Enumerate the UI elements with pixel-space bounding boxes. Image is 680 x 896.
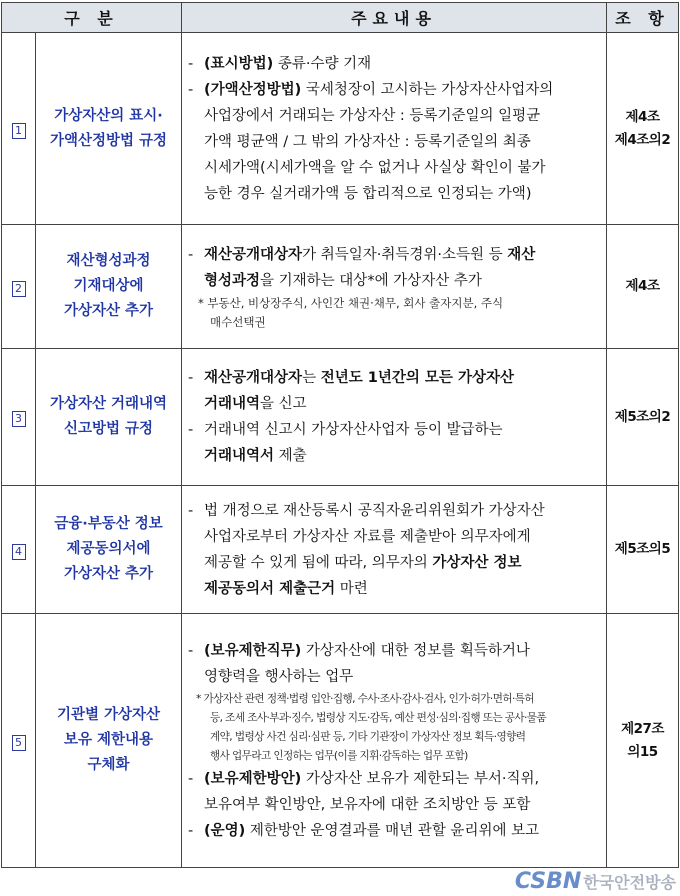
row-article: 제5조의2 [607, 349, 679, 486]
row-number [2, 225, 36, 349]
row-content: - (보유제한직무) 가상자산에 대한 정보를 획득하거나 영향력을 행사하는 업무 * 가상자산 관련 정책·법령 입안·집행, 수사·조사·감사·검사, 인가·허가·면허·특허 등, 조세 조사·부과·징수, 법령상 지도·감독, 예산 편성·심의·집행 또는 공사·물품 계약, 법령상 사건 심리·심판 등, 기타 기관장이 가상자산 정보 획득·영향력 행사 업무라고 인정하는 업무(이를 지휘·감독하는 업무 포함) - (보유제한방안) 가상자산 보유가 제한되는 부서·직위, 보유여부 확인방안, 보유자에 대한 조치방안 등 포함 - (운영) 제한방안 운영결과를 매년 관할 윤리위에 보고 [182, 614, 607, 868]
table-row [2, 33, 679, 225]
header-article: 조 항 [607, 3, 679, 33]
row-category: 가상자산 거래내역 신고방법 규정 [36, 349, 182, 486]
row-article: 제5조의5 [607, 486, 679, 614]
row-content: - (표시방법) 종류·수량 기재 - (가액산정방법) 국세청장이 고시하는 가상자산사업자의 사업장에서 거래되는 가상자산 : 등록기준일의 일평균 가액 평균액 / 그 밖의 가상자산 : 등록기준일의 최종 시세가액(시세가액을 알 수 없거나 사실상 확인이 불가 능한 경우 실거래가액 등 합리적으로 인정되는 가액) [182, 33, 607, 225]
row-article: 제27조 의15 [607, 614, 679, 868]
header-category: 구 분 [2, 3, 182, 33]
table-row [2, 486, 679, 614]
header-content: 주요내용 [182, 3, 607, 33]
row-number [2, 33, 36, 225]
row-number-badge: 5 [12, 735, 26, 751]
footnote: * 부동산, 비상장주식, 사인간 채권·채무, 회사 출자지분, 주식 매수선택권 [198, 295, 504, 329]
row-number-badge: 4 [12, 544, 26, 560]
table-row [2, 349, 679, 486]
table-row [2, 225, 679, 349]
row-content: - 법 개정으로 재산등록시 공직자윤리위원회가 가상자산 사업자로부터 가상자산 자료를 제출받아 의무자에게 제공할 수 있게 됨에 따라, 의무자의 가상자산 정보 제공동의서 제출근거 마련 [182, 486, 607, 614]
watermark [515, 869, 676, 894]
row-category: 기관별 가상자산 보유 제한내용 구체화 [36, 614, 182, 868]
row-number-badge: 1 [12, 123, 26, 139]
row-content: - 재산공개대상자가 취득일자·취득경위·소득원 등 재산 형성과정을 기재하는 대상*에 가상자산 추가 * 부동산, 비상장주식, 사인간 채권·채무, 회사 출자지분, 주식 매수선택권 [182, 225, 607, 349]
row-number-badge: 2 [12, 281, 26, 297]
row-number [2, 349, 36, 486]
row-category: 금융·부동산 정보 제공동의서에 가상자산 추가 [36, 486, 182, 614]
row-category: 재산형성과정 기재대상에 가상자산 추가 [36, 225, 182, 349]
row-number [2, 614, 36, 868]
row-article: 제4조 제4조의2 [607, 33, 679, 225]
table-header-row [2, 3, 679, 33]
content-line: - (표시방법) 종류·수량 기재 [188, 55, 372, 72]
row-article: 제4조 [607, 225, 679, 349]
row-number-badge: 3 [12, 411, 26, 427]
row-content: - 재산공개대상자는 전년도 1년간의 모든 가상자산 거래내역을 신고 - 거래내역 신고시 가상자산사업자 등이 발급하는 거래내역서 제출 [182, 349, 607, 486]
regulation-summary-table [1, 2, 679, 868]
table-row [2, 614, 679, 868]
broadcaster-logo: CSBN [514, 869, 582, 894]
content-line: - (가액산정방법) 국세청장이 고시하는 가상자산사업자의 [188, 81, 554, 98]
row-category: 가상자산의 표시· 가액산정방법 규정 [36, 33, 182, 225]
watermark-text: 한국안전방송 [583, 873, 676, 892]
row-number [2, 486, 36, 614]
footnote: * 가상자산 관련 정책·법령 입안·집행, 수사·조사·감사·검사, 인가·허가·면허·특허 등, 조세 조사·부과·징수, 법령상 지도·감독, 예산 편성·심의·집행 또는 공사·물품 계약, 법령상 사건 심리·심판 등, 기타 기관장이 가상자산 정보 획득·영향력 행사 업무라고 인정하는 업무(이를 지휘·감독하는 업무 포함) [196, 692, 547, 762]
